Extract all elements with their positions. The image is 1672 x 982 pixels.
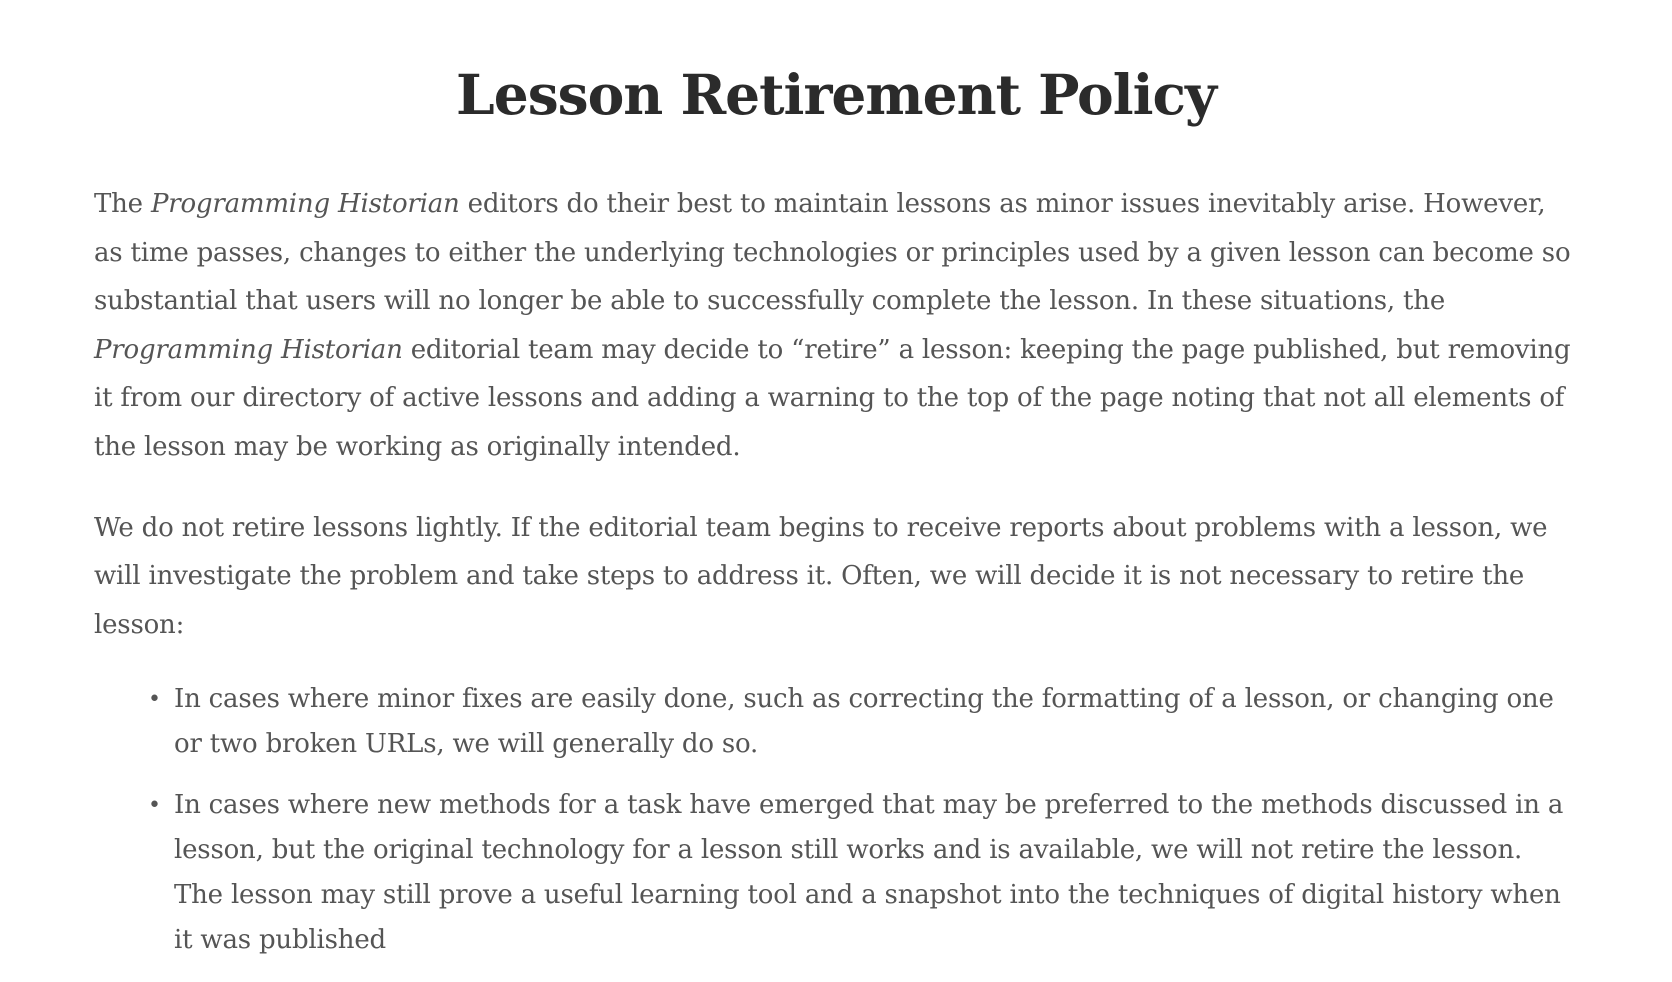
- page-title: Lesson Retirement Policy: [456, 62, 1216, 127]
- intro-text-3: editorial team may decide to “retire” a lesson: keeping the page published, but removing it from our directory of active lessons and adding a warning to the top of the page noting that not all elements of the lesson may be working as originally intended.: [94, 334, 1571, 462]
- publication-name-2: Programming Historian: [94, 334, 403, 365]
- retire-lightly-paragraph: We do not retire lessons lightly. If the editorial team begins to receive reports about problems with a lesson, we will investigate the problem and take steps to address it. Often, we will decide it is not necessary to retire the lesson:: [94, 512, 1548, 640]
- bullet-icon: •: [148, 793, 161, 819]
- intro-paragraph: [94, 180, 1578, 472]
- list-item-text: In cases where minor fixes are easily done, such as correcting the formatting of a lesson, or changing one or two broken URLs, we will generally do so.: [174, 684, 1554, 760]
- list-item: [148, 677, 1578, 767]
- publication-name-1: Programming Historian: [150, 189, 460, 219]
- intro-text-2: editors do their best to maintain lessons as minor issues inevitably arise. However, as time passes, changes to either the underlying technologies or principles used by a given lesson can become so substantial that users will no longer be able to successfully complete the lesson. In these situations, the: [94, 189, 1571, 317]
- list-item: [148, 783, 1578, 963]
- page-content: [94, 0, 1578, 979]
- bullet-icon: •: [148, 687, 161, 713]
- retirement-criteria-list: [94, 677, 1578, 963]
- intro-text-1: The: [94, 189, 151, 219]
- list-item-text: In cases where new methods for a task have emerged that may be preferred to the methods discussed in a lesson, but the original technology for a lesson still works and is available, we will not retire the lesson. The lesson may still prove a useful learning tool and a snapshot into the techniques of digital history when it was published: [174, 790, 1564, 956]
